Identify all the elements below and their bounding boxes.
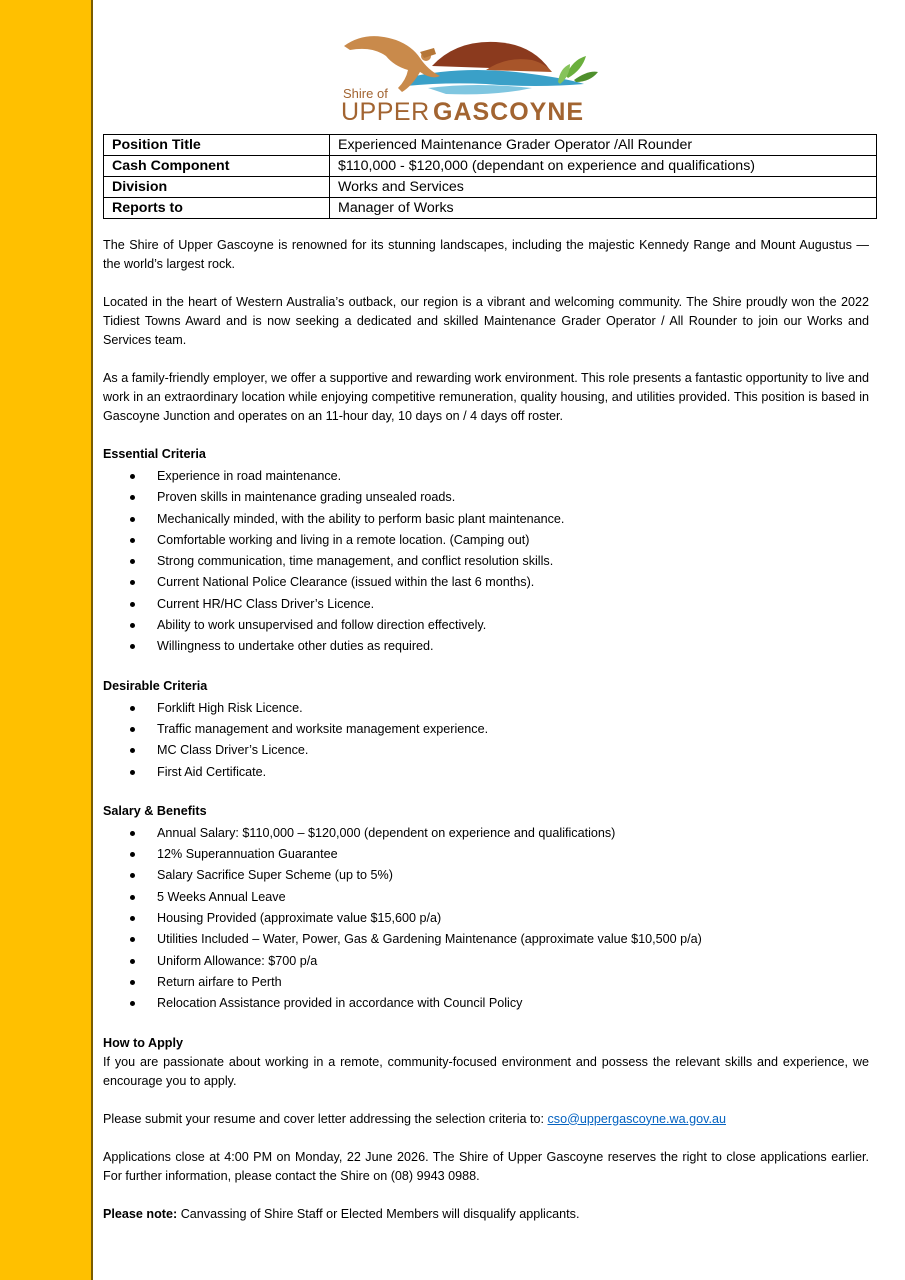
submit-paragraph <box>103 1110 869 1129</box>
list-item-text: Comfortable working and living in a remote location. (Camping out) <box>157 532 530 547</box>
list-item-text: Ability to work unsupervised and follow direction effectively. <box>157 618 487 633</box>
list-item-text: 12% Superannuation Guarantee <box>157 847 338 862</box>
list-item-text: MC Class Driver’s Licence. <box>157 743 309 758</box>
essential-criteria-list <box>103 466 869 658</box>
bullet-icon <box>130 538 135 543</box>
list-item <box>103 636 869 657</box>
bullet-icon <box>130 602 135 607</box>
salary-benefits-list <box>103 823 869 1015</box>
list-item <box>103 972 869 993</box>
bullet-icon <box>130 706 135 711</box>
position-info-table <box>103 134 877 219</box>
list-item <box>103 615 869 636</box>
list-item <box>103 530 869 551</box>
closing-paragraph: Applications close at 4:00 PM on Monday, 22 June 2026. The Shire of Upper Gascoyne reserves the right to close applications earlier. For further information, please contact the Shire on (08) 9943 0988. <box>103 1149 869 1183</box>
list-item <box>103 594 869 615</box>
cash-component-value: $110,000 - $120,000 (dependant on experience and qualifications) <box>330 156 877 177</box>
list-item <box>103 993 869 1014</box>
bullet-icon <box>130 916 135 921</box>
cash-component-label: Cash Component <box>104 156 330 177</box>
bullet-icon <box>130 644 135 649</box>
list-item-text: First Aid Certificate. <box>157 764 267 779</box>
bullet-icon <box>130 559 135 564</box>
list-item <box>103 762 869 783</box>
intro-paragraph: As a family-friendly employer, we offer a supportive and rewarding work environment. This role presents a fantastic opportunity to live and work in an extraordinary location while enjoying competitive remuneration, quality housing, and utilities provided. This position is based in Gascoyne Junction and operates on an 11-hour day, 10 days on / 4 days off roster. <box>103 371 869 423</box>
list-item-text: Salary Sacrifice Super Scheme (up to 5%) <box>157 868 393 883</box>
document-body <box>103 236 869 1243</box>
list-item-text: Current National Police Clearance (issued within the last 6 months). <box>157 575 535 590</box>
table-row <box>104 156 877 177</box>
list-item <box>103 929 869 950</box>
list-item-text: Utilities Included – Water, Power, Gas & Gardening Maintenance (approximate value $10,500 p/a) <box>157 932 702 947</box>
bullet-icon <box>130 517 135 522</box>
how-to-apply-heading: How to Apply <box>103 1035 183 1050</box>
position-title-value: Experienced Maintenance Grader Operator /All Rounder <box>330 135 877 156</box>
list-item <box>103 951 869 972</box>
apply-paragraph: If you are passionate about working in a remote, community-focused environment and possess the relevant skills and experience, we encourage you to apply. <box>103 1054 869 1088</box>
logo-shire-of: Shire of <box>343 86 388 101</box>
list-item-text: Return airfare to Perth <box>157 974 282 989</box>
list-item <box>103 823 869 844</box>
list-item <box>103 572 869 593</box>
list-item <box>103 509 869 530</box>
salary-benefits-heading: Salary & Benefits <box>103 803 207 818</box>
bullet-icon <box>130 1001 135 1006</box>
email-link[interactable]: cso@uppergascoyne.wa.gov.au <box>547 1111 726 1126</box>
list-item <box>103 698 869 719</box>
list-item <box>103 740 869 761</box>
list-item-text: Forklift High Risk Licence. <box>157 700 303 715</box>
bullet-icon <box>130 959 135 964</box>
desirable-criteria-heading: Desirable Criteria <box>103 678 208 693</box>
note-paragraph <box>103 1205 869 1224</box>
list-item-text: Experience in road maintenance. <box>157 469 342 483</box>
list-item <box>103 887 869 908</box>
bullet-icon <box>130 895 135 900</box>
bullet-icon <box>130 623 135 628</box>
list-item <box>103 487 869 508</box>
bullet-icon <box>130 580 135 585</box>
list-item-text: Current HR/HC Class Driver’s Licence. <box>157 596 375 611</box>
submit-text: Please submit your resume and cover letter addressing the selection criteria to: <box>103 1111 548 1126</box>
logo-gascoyne: GASCOYNE <box>433 98 585 126</box>
list-item <box>103 551 869 572</box>
intro-paragraph: The Shire of Upper Gascoyne is renowned for its stunning landscapes, including the majestic Kennedy Range and Mount Augustus — the world’s largest rock. <box>103 238 869 271</box>
bullet-icon <box>130 852 135 857</box>
table-row <box>104 198 877 219</box>
position-title-label: Position Title <box>104 135 330 156</box>
note-text: Canvassing of Shire Staff or Elected Members will disqualify applicants. <box>177 1206 580 1221</box>
list-item <box>103 719 869 740</box>
bullet-icon <box>130 831 135 836</box>
note-label: Please note: <box>103 1206 178 1221</box>
logo-upper: UPPER <box>341 98 430 126</box>
list-item-text: Annual Salary: $110,000 – $120,000 (dependent on experience and qualifications) <box>157 825 616 840</box>
list-item-text: Mechanically minded, with the ability to perform basic plant maintenance. <box>157 511 565 526</box>
table-row <box>104 135 877 156</box>
desirable-criteria-list <box>103 698 869 783</box>
division-value: Works and Services <box>330 177 877 198</box>
list-item-text: Strong communication, time management, and conflict resolution skills. <box>157 554 554 569</box>
list-item-text: 5 Weeks Annual Leave <box>157 889 286 904</box>
bullet-icon <box>130 474 135 479</box>
list-item-text: Willingness to undertake other duties as required. <box>157 639 434 654</box>
yellow-side-bar <box>0 0 93 1280</box>
list-item-text: Uniform Allowance: $700 p/a <box>157 953 318 968</box>
reports-to-value: Manager of Works <box>330 198 877 219</box>
list-item-text: Housing Provided (approximate value $15,600 p/a) <box>157 911 442 926</box>
bullet-icon <box>130 980 135 985</box>
list-item-text: Traffic management and worksite management experience. <box>157 721 489 736</box>
shire-logo <box>336 26 602 126</box>
bullet-icon <box>130 770 135 775</box>
list-item <box>103 865 869 886</box>
list-item-text: Proven skills in maintenance grading unsealed roads. <box>157 490 456 505</box>
bullet-icon <box>130 937 135 942</box>
reports-to-label: Reports to <box>104 198 330 219</box>
table-row <box>104 177 877 198</box>
list-item <box>103 908 869 929</box>
list-item <box>103 844 869 865</box>
intro-paragraph: Located in the heart of Western Australia’s outback, our region is a vibrant and welcoming community. The Shire proudly won the 2022 Tidiest Towns Award and is now seeking a dedicated and skilled Maintenance Grader Operator / All Rounder to join our Works and Services team. <box>103 295 869 347</box>
essential-criteria-heading: Essential Criteria <box>103 447 206 461</box>
bullet-icon <box>130 495 135 500</box>
list-item <box>103 466 869 487</box>
bullet-icon <box>130 748 135 753</box>
bullet-icon <box>130 873 135 878</box>
division-label: Division <box>104 177 330 198</box>
list-item-text: Relocation Assistance provided in accordance with Council Policy <box>157 996 523 1011</box>
bullet-icon <box>130 727 135 732</box>
